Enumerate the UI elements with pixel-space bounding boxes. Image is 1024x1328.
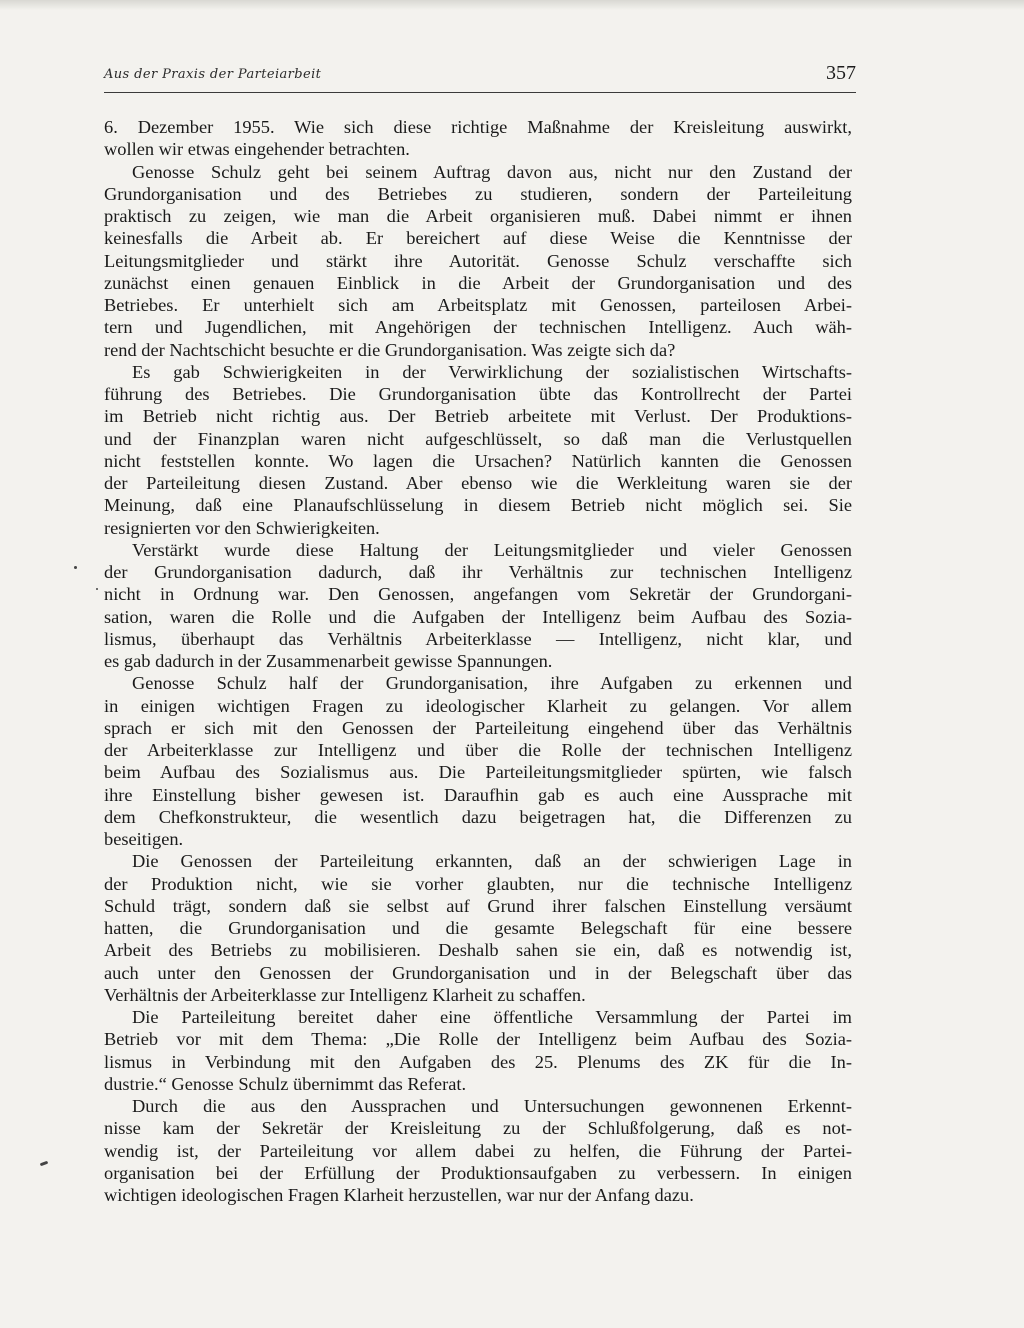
text-line: es gab dadurch in der Zusammenarbeit gewisse Spannungen. (104, 651, 553, 671)
text-line: lismus in Verbindung mit den Aufgaben des 25. Plenums des ZK für die In- (104, 1051, 852, 1072)
paragraph (104, 1006, 852, 1095)
text-line: dustrie.“ Genosse Schulz übernimmt das Referat. (104, 1073, 467, 1094)
running-head (104, 62, 856, 90)
text-line: beim Aufbau des Sozialismus aus. Die Parteileitungsmitglieder spürten, wie falsch (104, 762, 852, 783)
text-line: nisse kam der Sekretär der Kreisleitung zu der Schlußfolgerung, daß es not- (104, 1118, 852, 1139)
text-line: Betrieb vor mit dem Thema: „Die Rolle der Intelligenz beim Aufbau des Sozia- (104, 1029, 852, 1050)
text-line: tern und Jugendlichen, mit Angehörigen der technischen Intelligenz. Auch wäh- (104, 317, 852, 338)
text-line: nicht in Ordnung war. Den Genossen, angefangen vom Sekretär der Grundorgani- (104, 584, 852, 605)
text-line (104, 161, 852, 183)
text-line: in einigen wichtigen Fragen zu ideologischer Klarheit zu gelangen. Vor allem (104, 695, 852, 716)
text-line (104, 1006, 852, 1028)
paragraph (104, 672, 852, 850)
paragraph (104, 116, 852, 161)
text-line-content: Die Parteileitung bereitet daher eine öffentliche Versammlung der Partei im (132, 1007, 852, 1027)
text-line-content: Verstärkt wurde diese Haltung der Leitungsmitglieder und vieler Genossen (132, 539, 852, 560)
text-line: der Grundorganisation dadurch, daß ihr Verhältnis zur technischen Intelligenz (104, 562, 852, 582)
text-line: sprach er sich mit den Genossen der Parteileitung eingehend über das Verhältnis (104, 717, 852, 738)
text-line: wendig ist, der Parteileitung vor allem dabei zu helfen, die Führung der Partei- (104, 1140, 852, 1161)
text-line (104, 361, 852, 383)
header-rule (104, 92, 856, 93)
text-line: ihre Einstellung bisher gewesen ist. Daraufhin gab es auch eine Aussprache mit (104, 784, 852, 805)
text-line: im Betrieb nicht richtig aus. Der Betrieb arbeitete mit Verlust. Der Produktions- (104, 406, 852, 427)
text-line-content: Genosse Schulz half der Grundorganisation, ihre Aufgaben zu erkennen und (132, 673, 852, 694)
text-line: beseitigen. (104, 829, 184, 849)
text-line: 6. Dezember 1955. Wie sich diese richtige Maßnahme der Kreisleitung auswirkt, (104, 117, 852, 137)
text-line-content: Genosse Schulz geht bei seinem Auftrag davon aus, nicht nur den Zustand der (132, 161, 852, 182)
text-line: wollen wir etwas eingehender betrachten. (104, 139, 410, 160)
paragraph (104, 850, 852, 1006)
text-line: Arbeit des Betriebs zu mobilisieren. Deshalb sahen sie ein, daß es notwendig ist, (104, 940, 852, 961)
text-line: wichtigen ideologischen Fragen Klarheit herzustellen, war nur der Anfang dazu. (104, 1185, 694, 1205)
text-line: organisation bei der Erfüllung der Produktionsaufgaben zu verbessern. In einigen (104, 1162, 852, 1183)
text-line: nicht feststellen konnte. Wo lagen die Ursachen? Natürlich kannten die Genossen (104, 450, 852, 471)
text-line (104, 1095, 852, 1117)
text-line (104, 672, 852, 694)
text-line: der Produktion nicht, wie sie vorher glaubten, nur die technische Intelligenz (104, 873, 852, 894)
text-line-content: Durch die aus den Aussprachen und Untersuchungen gewonnenen Erkennt- (132, 1096, 852, 1116)
running-title: Aus der Praxis der Parteiarbeit (104, 67, 322, 82)
text-line: Verhältnis der Arbeiterklasse zur Intelligenz Klarheit zu schaffen. (104, 984, 586, 1005)
text-line: Grundorganisation und des Betriebes zu studieren, sondern der Parteileitung (104, 183, 852, 204)
text-line: keinesfalls die Arbeit ab. Er bereichert auf diese Weise die Kenntnisse der (104, 228, 852, 249)
paragraph (104, 1095, 852, 1206)
text-line: Meinung, daß eine Planaufschlüsselung in diesem Betrieb nicht möglich sei. Sie (104, 495, 852, 516)
text-line (104, 539, 852, 561)
text-line: und der Finanzplan waren nicht aufgeschlüsselt, so daß man die Verlustquellen (104, 428, 852, 449)
paragraph (104, 539, 852, 673)
margin-speck (40, 1161, 49, 1167)
text-line: rend der Nachtschicht besuchte er die Grundorganisation. Was zeigte sich da? (104, 339, 676, 360)
margin-speck (74, 566, 77, 569)
text-line: Betriebes. Er unterhielt sich am Arbeitsplatz mit Genossen, parteilosen Arbei- (104, 295, 852, 315)
text-line: Schuld trägt, sondern daß sie selbst auf Grund ihrer falschen Einstellung versäumt (104, 895, 852, 916)
text-line: der Parteileitung diesen Zustand. Aber ebenso wie die Werkleitung waren sie der (104, 473, 852, 493)
text-line: resignierten vor den Schwierigkeiten. (104, 517, 380, 538)
text-line: zunächst einen genauen Einblick in die Arbeit der Grundorganisation und des (104, 272, 852, 293)
margin-speck (96, 588, 98, 590)
text-line: hatten, die Grundorganisation und die gesamte Belegschaft für eine bessere (104, 918, 852, 938)
paragraph (104, 361, 852, 539)
text-line (104, 850, 852, 872)
page-number: 357 (826, 62, 856, 84)
text-line: lismus, überhaupt das Verhältnis Arbeiterklasse — Intelligenz, nicht klar, und (104, 628, 852, 649)
text-line-content: Es gab Schwierigkeiten in der Verwirklichung der sozialistischen Wirtschafts- (132, 361, 852, 382)
scan-edge-shadow (0, 0, 1024, 10)
body-text (104, 116, 852, 1206)
text-line: praktisch zu zeigen, wie man die Arbeit organisieren muß. Dabei nimmt er ihnen (104, 206, 852, 226)
text-line: dem Chefkonstrukteur, die wesentlich dazu beigetragen hat, die Differenzen zu (104, 806, 852, 827)
text-line: der Arbeiterklasse zur Intelligenz und über die Rolle der technischen Intelligenz (104, 740, 852, 760)
text-line-content: Die Genossen der Parteileitung erkannten, daß an der schwierigen Lage in (132, 851, 852, 872)
text-line: Leitungsmitglieder und stärkt ihre Autorität. Genosse Schulz verschaffte sich (104, 250, 852, 271)
paragraph (104, 161, 852, 361)
text-line: auch unter den Genossen der Grundorganisation und in der Belegschaft über das (104, 962, 852, 983)
text-line: sation, waren die Rolle und die Aufgaben der Intelligenz beim Aufbau des Sozia- (104, 606, 852, 627)
text-line: führung des Betriebes. Die Grundorganisation übte das Kontrollrecht der Partei (104, 384, 852, 404)
